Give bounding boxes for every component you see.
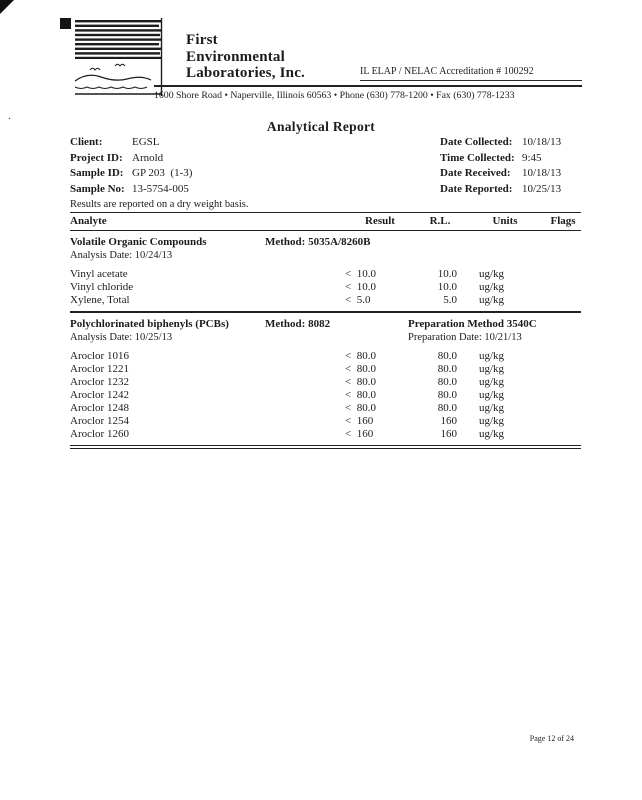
header-result: Result [365,215,395,227]
units-cell: ug/kg [479,363,505,375]
section-pcb-dates [70,331,581,344]
flags-cell [545,281,581,294]
units-cell: ug/kg [479,281,505,293]
section-pcb-name: Polychlorinated biphenyls (PCBs) [70,318,229,330]
units-cell: ug/kg [479,402,505,414]
rl-cell: 80.0 [437,389,457,401]
info-row [70,167,582,183]
address-line: 1600 Shore Road • Naperville, Illinois 60563 • Phone (630) 778-1200 • Fax (630) 778-1233 [154,85,582,101]
flags-cell [545,415,581,428]
section-voc-method: Method: 5035A/8260B [265,236,371,248]
table-row [70,294,581,307]
result-cell: < 80.0 [345,363,376,375]
info-row [70,136,582,152]
section-voc-rows [70,268,581,307]
result-cell: < 160 [345,428,374,440]
date-received-value: 10/18/13 [522,167,562,179]
info-row [70,152,582,168]
date-collected-label: Date Collected: [440,136,513,148]
date-collected-value: 10/18/13 [522,136,562,148]
header-units: Units [492,215,518,227]
rl-cell: 10.0 [437,268,457,280]
rl-cell: 5.0 [443,294,457,306]
company-name-line3: Laboratories, Inc. [186,65,306,81]
section-divider-rule [70,311,581,313]
project-id-label: Project ID: [70,151,123,164]
section-voc-prep-method [408,236,581,249]
units-cell: ug/kg [479,415,505,427]
header-flags: Flags [550,215,576,227]
result-cell: < 80.0 [345,376,376,388]
accreditation-text: IL ELAP / NELAC Accreditation # 100292 [360,66,582,81]
company-name-line1: First [186,32,218,48]
flags-cell [545,428,581,441]
time-collected-label: Time Collected: [440,151,515,164]
table-row [70,415,581,428]
flags-cell [545,268,581,281]
section-pcb-header [70,318,581,331]
section-pcb-analysis-date: Analysis Date: 10/25/13 [70,332,173,343]
results-table [70,212,581,449]
section-pcb-rows [70,350,581,441]
project-id-value: Arnold [132,151,164,164]
analyte-cell: Xylene, Total [70,294,130,306]
table-row [70,402,581,415]
result-cell: < 80.0 [345,350,376,362]
dry-weight-note: Results are reported on a dry weight basis. [70,199,249,210]
rl-cell: 160 [440,415,457,427]
rl-cell: 80.0 [437,350,457,362]
result-cell: < 80.0 [345,402,376,414]
table-header-row [70,212,581,231]
flags-cell [545,389,581,402]
section-pcb-prep-date: Preparation Date: 10/21/13 [408,332,522,343]
analyte-cell: Vinyl acetate [70,268,128,280]
table-row [70,363,581,376]
scan-dot-artifact: . [8,108,11,122]
section-pcb-prep-method: Preparation Method 3540C [408,318,537,330]
table-row [70,350,581,363]
units-cell: ug/kg [479,268,505,280]
header-rl: R.L. [429,215,451,227]
sample-info-block [70,136,582,198]
section-voc-analysis-date: Analysis Date: 10/24/13 [70,250,173,261]
section-voc-prep-date [408,249,581,262]
company-name [186,32,305,82]
rl-cell: 80.0 [437,376,457,388]
analyte-cell: Aroclor 1248 [70,402,129,414]
table-row [70,389,581,402]
flags-cell [545,363,581,376]
result-cell: < 5.0 [345,294,371,306]
analyte-cell: Aroclor 1260 [70,428,129,440]
info-row [70,183,582,199]
client-label: Client: [70,136,103,148]
units-cell: ug/kg [479,294,505,306]
section-voc-header [70,236,581,249]
analyte-cell: Aroclor 1016 [70,350,129,362]
scan-corner-artifact [0,0,14,14]
time-collected-value: 9:45 [522,151,542,164]
result-cell: < 160 [345,415,374,427]
units-cell: ug/kg [479,428,505,440]
date-reported-label: Date Reported: [440,182,513,195]
table-row [70,268,581,281]
analyte-cell: Aroclor 1232 [70,376,129,388]
analyte-cell: Aroclor 1221 [70,363,129,375]
client-value: EGSL [132,136,160,148]
units-cell: ug/kg [479,389,505,401]
section-pcb-method: Method: 8082 [265,318,331,330]
date-received-label: Date Received: [440,167,511,179]
units-cell: ug/kg [479,350,505,362]
header-analyte: Analyte [70,215,107,227]
rl-cell: 10.0 [437,281,457,293]
sample-id-label: Sample ID: [70,167,124,179]
rl-cell: 160 [440,428,457,440]
section-voc-dates [70,249,581,262]
analyte-cell: Aroclor 1254 [70,415,129,427]
sample-id-value: GP 203 (1-3) [132,167,193,179]
units-cell: ug/kg [479,376,505,388]
company-name-line2: Environmental [186,48,286,65]
result-cell: < 10.0 [345,281,376,293]
flags-cell [545,402,581,415]
result-cell: < 10.0 [345,268,376,280]
date-reported-value: 10/25/13 [522,182,562,195]
flags-cell [545,350,581,363]
rl-cell: 80.0 [437,402,457,414]
table-bottom-rule [70,445,581,449]
analyte-cell: Aroclor 1242 [70,389,129,401]
flags-cell [545,294,581,307]
table-row [70,428,581,441]
sample-no-value: 13-5754-005 [132,182,189,195]
table-row [70,281,581,294]
sample-no-label: Sample No: [70,182,125,195]
report-title: Analytical Report [266,119,376,134]
table-row [70,376,581,389]
result-cell: < 80.0 [345,389,376,401]
flags-cell [545,376,581,389]
page-number: Page 12 of 24 [529,734,574,743]
analyte-cell: Vinyl chloride [70,281,134,293]
section-voc-name: Volatile Organic Compounds [70,236,207,248]
rl-cell: 80.0 [437,363,457,375]
